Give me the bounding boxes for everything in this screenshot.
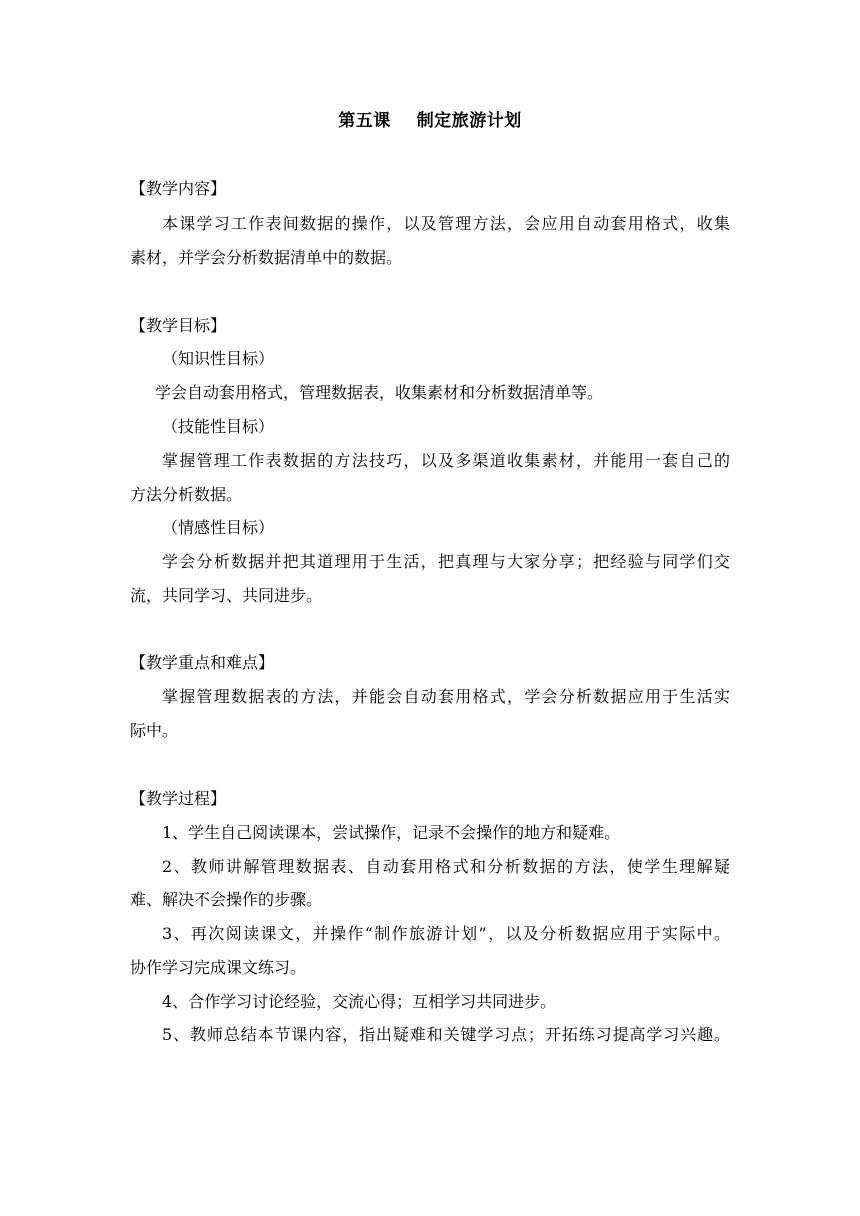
content-paragraph-line: 素材，并学会分析数据清单中的数据。 bbox=[130, 248, 403, 267]
key-points-line: 际中。 bbox=[130, 721, 179, 740]
skill-goal-label: （技能性目标） bbox=[162, 417, 275, 436]
emotion-goal-label: （情感性目标） bbox=[162, 518, 275, 537]
content-paragraph-line: 本课学习工作表间数据的操作，以及管理方法，会应用自动套用格式，收集 bbox=[162, 214, 730, 233]
section-heading-key-points: 【教学重点和难点】 bbox=[130, 653, 275, 672]
emotion-goal-line: 学会分析数据并把其道理用于生活，把真理与大家分享；把经验与同学们交 bbox=[162, 552, 730, 571]
lesson-number: 第五课 bbox=[338, 111, 391, 131]
knowledge-goal-label: （知识性目标） bbox=[162, 349, 275, 368]
lesson-name: 制定旅游计划 bbox=[416, 111, 522, 131]
section-heading-goals: 【教学目标】 bbox=[130, 316, 227, 335]
process-step-3-line: 协作学习完成课文练习。 bbox=[130, 958, 307, 977]
process-step-2-line: 难、解决不会操作的步骤。 bbox=[130, 890, 323, 909]
process-step-3-line: 3、再次阅读课文，并操作“制作旅游计划”，以及分析数据应用于实际中。 bbox=[162, 924, 730, 943]
skill-goal-line: 掌握管理工作表数据的方法技巧，以及多渠道收集素材，并能用一套自己的 bbox=[162, 451, 730, 470]
process-step-1: 1、学生自己阅读课本，尝试操作，记录不会操作的地方和疑难。 bbox=[162, 823, 621, 842]
page-title bbox=[0, 108, 860, 134]
emotion-goal-line: 流，共同学习、共同进步。 bbox=[130, 586, 323, 605]
section-heading-content: 【教学内容】 bbox=[130, 179, 227, 198]
process-step-2-line: 2、教师讲解管理数据表、自动套用格式和分析数据的方法，使学生理解疑 bbox=[162, 857, 730, 876]
key-points-line: 掌握管理数据表的方法，并能会自动套用格式，学会分析数据应用于生活实 bbox=[162, 687, 730, 706]
knowledge-goal-text: 学会自动套用格式，管理数据表，收集素材和分析数据清单等。 bbox=[155, 383, 604, 402]
process-step-5: 5、教师总结本节课内容，指出疑难和关键学习点；开拓练习提高学习兴趣。 bbox=[162, 1025, 730, 1044]
section-heading-process: 【教学过程】 bbox=[130, 789, 227, 808]
process-step-4: 4、合作学习讨论经验，交流心得；互相学习共同进步。 bbox=[162, 992, 557, 1011]
skill-goal-line: 方法分析数据。 bbox=[130, 485, 243, 504]
